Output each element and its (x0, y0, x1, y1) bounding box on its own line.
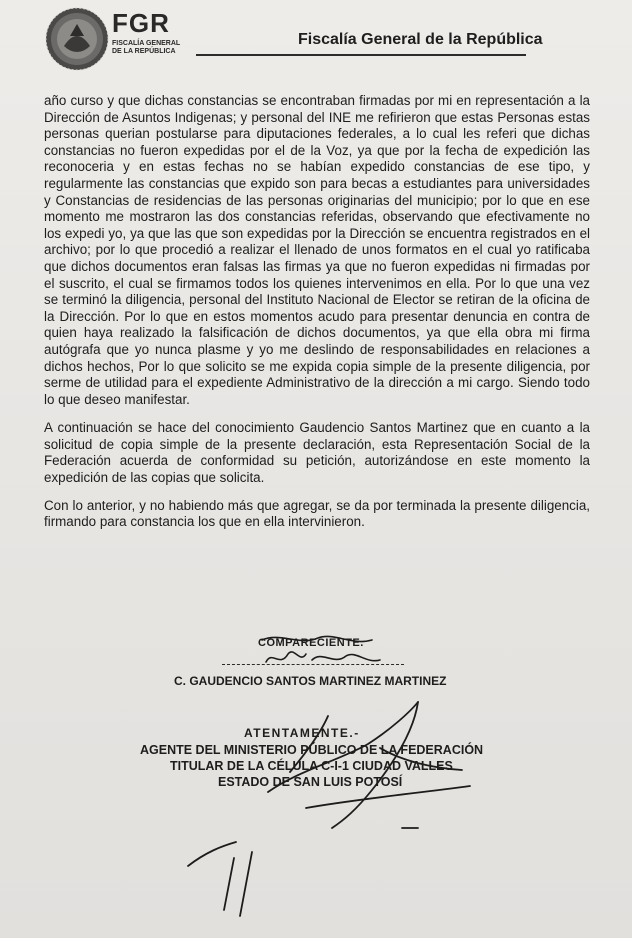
signature-line (222, 664, 404, 665)
fgr-logo-subtitle-line2: DE LA REPÚBLICA (112, 48, 176, 55)
header-title: Fiscalía General de la República (298, 31, 543, 48)
mexican-coat-of-arms-seal (44, 6, 110, 72)
fgr-logo-subtitle (112, 40, 192, 56)
compareciente-name: C. GAUDENCIO SANTOS MARTINEZ MARTINEZ (174, 674, 447, 688)
compareciente-label: COMPARECIENTE. (258, 637, 364, 649)
paragraph-copy-request: A continuación se hace del conocimiento Gaudencio Santos Martinez que en cuanto a la solicitud de copia simple de la presente declaración, esta Representación Social de la Federación acuerda de conformidad su petición, autorizándose en este momento la expedición de las copias que solicita. (44, 420, 590, 486)
header-rule (196, 54, 526, 56)
paragraph-testimony: año curso y que dichas constancias se encontraban firmadas por mi en representación a la Dirección de Asuntos Indigenas; y personal del INE me refirieron que estas Personas estas personas querian postularse para diputaciones federales, a lo cual les referi que dichas constancias no fueron expedidas por el de la Voz, ya que por la fecha de expedición las reconoceria y en estas fechas no se habían expedido constancias de ese tipo, y regularmente las constancias que expido son para becas a estudiantes para universidades y Constancias de residencias de las personas originarias del municipio; por lo que en ese momento me mostraron las dos constancias referidas, observando que efectivamente no los expedi yo, ya que las que son expedidas por la Dirección se encuentra registrados en el archivo; por lo que procedió a realizar el llenado de unos formatos en el cual yo ratificaba que dichos documentos eran falsas las firmas ya que no fueron expedidas ni firmadas por el suscrito, el cual se firmamos todos los quienes intervenimos en ella. Por lo que una vez se terminó la diligencia, personal del Instituto Nacional de Elector se retiran de la oficina de la Dirección. Por lo que en estos momentos acudo para presentar denuncia en contra de quien haya realizado la falsificación de dichos documentos, ya que ella obra mi firma autógrafa que yo nunca plasme y yo me deslindo de responsabilidades en relaciones a dichos hechos, Por lo que solicito se me expida copia simple de la presente diligencia, por serme de utilidad para el expediente Administrativo de la dirección a mi cargo. Siendo todo lo que deseo manifestar. (44, 93, 590, 407)
paragraph-closing: Con lo anterior, y no habiendo más que agregar, se da por terminada la presente diligencia, firmando para constancia los que en ella intervinieron. (44, 497, 590, 530)
agent-title: AGENTE DEL MINISTERIO PÚBLICO DE LA FEDERACIÓN (140, 743, 484, 757)
document-body (44, 93, 590, 542)
atentamente-label: ATENTAMENTE.- (244, 726, 360, 740)
agent-state: ESTADO DE SAN LUIS POTOSÍ (218, 775, 403, 789)
fgr-logo-acronym: FGR (112, 8, 170, 38)
agent-cell: TITULAR DE LA CÉLULA C-I-1 CIUDAD VALLES (170, 759, 453, 773)
fgr-logo (112, 10, 192, 56)
fgr-logo-subtitle-line1: FISCALÍA GENERAL (112, 40, 181, 47)
